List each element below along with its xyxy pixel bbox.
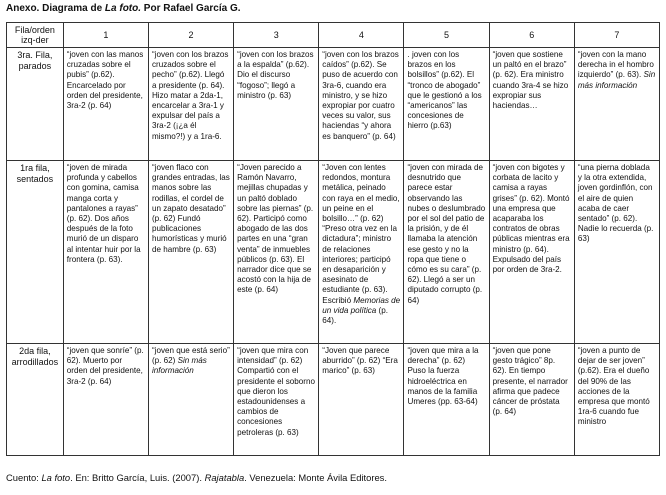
table-row bbox=[7, 344, 660, 456]
cell-text: “Joven con lentes redondos, montura metálica, peinado con raya en el medio, un peine en el bolsillo…” (p. 62) “Preso otra vez en la dictadura”; ministro de relaciones interiores; participó en desaparición y asesinato de estudiante (p. 63). Escribió bbox=[322, 163, 400, 305]
table-cell bbox=[404, 161, 489, 344]
table-cell bbox=[404, 344, 489, 456]
row-label: 1ra fila, sentados bbox=[7, 161, 64, 344]
table-row bbox=[7, 161, 660, 344]
source-author: . En: Britto García, Luis. (2007). bbox=[70, 472, 205, 483]
cell-text: “Joven parecido a Ramón Navarro, mejillas chupadas y un paltó doblado sobre las piernas” (p. 62). Participó como abogado de las dos partes en una “gran venta” de inmuebles públicos (p. 63). El narrador dice que se acostó con la hija de este (p. 64) bbox=[237, 163, 314, 295]
table-cell bbox=[234, 48, 319, 161]
table-cell bbox=[574, 161, 659, 344]
table-cell bbox=[319, 48, 404, 161]
cell-text: . joven con los brazos en los bolsillos” (p.62). El “tronco de abogado” que le gestionó a los “americanos” las concesiones de hierro (p.63) bbox=[407, 50, 482, 131]
row-label: 2da fila, arrodillados bbox=[7, 344, 64, 456]
header-row bbox=[7, 23, 660, 48]
column-header: 4 bbox=[319, 23, 404, 48]
table-cell bbox=[319, 161, 404, 344]
table-cell bbox=[148, 344, 233, 456]
source-work: La foto bbox=[41, 472, 71, 483]
source-publisher: . Venezuela: Monte Ávila Editores. bbox=[244, 472, 387, 483]
table-cell bbox=[63, 161, 148, 344]
cell-text: “joven que pone gesto trágico” 8p. 62). En tiempo presente, el narrador afirma que padece cáncer de próstata (p. 64) bbox=[492, 346, 568, 417]
cell-text-italic: Memorias de un vida política bbox=[322, 295, 401, 315]
table-cell bbox=[234, 344, 319, 456]
table-cell bbox=[574, 48, 659, 161]
column-header: 2 bbox=[148, 23, 233, 48]
source-citation bbox=[6, 472, 387, 483]
title-prefix: Anexo. Diagrama de bbox=[6, 3, 105, 14]
cell-text: “joven flaco con grandes entradas, las manos sobre las rodillas, el cordel de un zapato desatado” (p. 62) Fundó publicaciones humorísticas y murió de hambre (p. 63) bbox=[151, 163, 230, 254]
cell-text: “joven que sostiene un paltó en el brazo” (p. 62). Era ministro cuando 3ra-4 se hizo expropiar sus haciendas… bbox=[492, 50, 569, 111]
table-cell bbox=[404, 48, 489, 161]
cell-text: “joven que sonríe” (p. 62). Muerto por orden del presidente, 3ra-2 (p. 64) bbox=[66, 346, 144, 386]
document-title bbox=[6, 3, 241, 14]
cell-text: (p. 64). bbox=[322, 305, 388, 326]
table-cell bbox=[489, 48, 574, 161]
table-cell bbox=[234, 161, 319, 344]
table-cell bbox=[574, 344, 659, 456]
header-row-order: Fila/orden izq-der bbox=[7, 23, 64, 48]
source-prefix: Cuento: bbox=[6, 472, 42, 483]
cell-text: “Joven que parece aburrido” (p. 62) “Era marico” (p. 63) bbox=[322, 346, 398, 376]
cell-text: “joven a punto de dejar de ser joven” (p.62). Era el dueño del 90% de las acciones de la empresa que montó 1ra-6 cuando fue ministro bbox=[577, 346, 650, 427]
table-cell bbox=[319, 344, 404, 456]
column-header: 7 bbox=[574, 23, 659, 48]
table-row bbox=[7, 48, 660, 161]
source-book: Rajatabla bbox=[204, 472, 245, 483]
cell-text: “joven con bigotes y corbata de lacito y camisa a rayas grises” (p. 62). Montó una empresa que acaparaba los contratos de obras públicas mientras era ministro (p. 64). Expulsado del país por orden de 3ra-2. bbox=[492, 163, 570, 275]
table-cell bbox=[148, 161, 233, 344]
cell-text: “una pierna doblada y la otra extendida, joven gordinflón, con el aire de quien acaba de caer sentado” (p. 62). Nadie lo recuerda (p. 63) bbox=[577, 163, 654, 244]
table-cell bbox=[63, 344, 148, 456]
cell-text: “joven con la mano derecha in el hombro izquierdo” (p. 63). bbox=[577, 50, 654, 80]
column-header: 5 bbox=[404, 23, 489, 48]
row-label: 3ra. Fila, parados bbox=[7, 48, 64, 161]
table-cell bbox=[489, 161, 574, 344]
column-header: 3 bbox=[234, 23, 319, 48]
cell-text-italic: Sin más información bbox=[151, 356, 207, 376]
table-cell bbox=[489, 344, 574, 456]
cell-text: “joven que mira con intensidad” (p. 62) Compartió con el presidente el soborno que dieron los estadounidenses a cambios de concesiones petroleras (p. 63) bbox=[237, 346, 315, 437]
cell-text: “joven que está serio” (p. 62) bbox=[151, 346, 230, 366]
table-cell bbox=[63, 48, 148, 161]
cell-text: “joven con los brazos caídos” (p.62). Se puso de acuerdo con 3ra-6, cuando era ministro, y se hizo expropiar por cuatro veces su valor, sus haciendas “y ahora es banquero” (p. 64) bbox=[322, 50, 399, 141]
cell-text: “joven con mirada de desnutrido que parece estar observando las nubes o deslumbrado por el sol del patio de la prisión, y de él llamaba la atención ese gesto y no la ropa que tiene o cómo es su cara” (p. 62). Llegó a ser un diputado corrupto (p. 64) bbox=[407, 163, 486, 305]
cell-text-italic: Sin más información bbox=[577, 70, 656, 90]
column-header: 1 bbox=[63, 23, 148, 48]
cell-text: “joven con los brazos cruzados sobre el pecho” (p.62). Llegó a presidente (p. 64). Hizo matar a 2da-1, encarcelar a 3ra-1 y expulsar del país a 3ra-2 (¡¿a él mismo?!) y a 1ra-6. bbox=[151, 50, 229, 141]
cell-text: “joven de mirada profunda y cabellos con gomina, camisa manga corta y pantalones a rayas” (p. 62). Dos años después de la foto murió de un disparo al intentar huir por la frontera (p. 63). bbox=[66, 163, 141, 264]
column-header: 6 bbox=[489, 23, 574, 48]
cell-text: “joven con las manos cruzadas sobre el pubis” (p.62). Encarcelado por orden del presidente, 3ra-2 (p. 64) bbox=[66, 50, 144, 111]
cell-text: “joven que mira a la derecha” (p. 62) Puso la fuerza hidroeléctrica en manos de la familia Umeres (pp. 63-64) bbox=[407, 346, 479, 407]
title-suffix: Por Rafael García G. bbox=[141, 3, 241, 14]
title-work: La foto. bbox=[104, 3, 142, 14]
character-diagram-table bbox=[6, 22, 660, 456]
cell-text: “joven con los brazos a la espalda” (p.62). Dio el discurso “fogoso”; llegó a ministro (p. 63) bbox=[237, 50, 314, 100]
table-cell bbox=[148, 48, 233, 161]
